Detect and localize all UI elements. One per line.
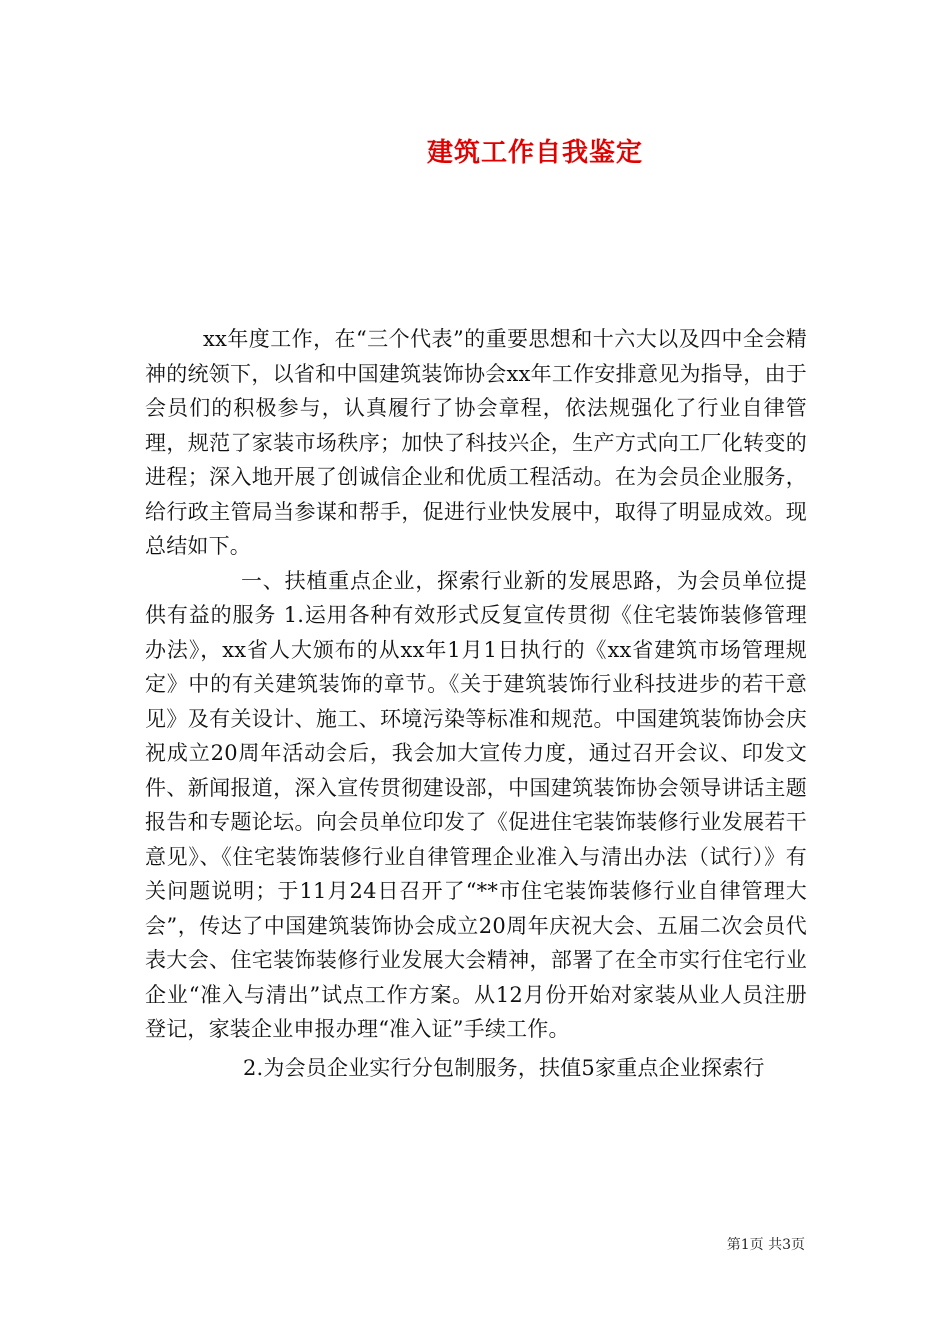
page-number: 第1页 共3页 [726, 1237, 805, 1253]
document-title: 建筑工作自我鉴定 [426, 138, 643, 168]
paragraph-item-two: 2.为会员企业实行分包制服务，扶值5家重点企业探索行 [243, 1055, 765, 1080]
paragraph-section-one: 一、扶植重点企业，探索行业新的发展思路，为会员单位提供有益的服务 1.运用各种有效形式反复宣传贯彻《住宅装饰装修管理办法》，xx省人大颁布的从xx年1月1日执行的《xx省建筑市场管理规定》中的有关建筑装饰的章节。《关于建筑装饰行业科技进步的若干意见》及有关设计、施工、环境污染等标准和规范。中国建筑装饰协会庆祝成立20周年活动会后，我会加大宣传力度，通过召开会议、印发文件、新闻报道，深入宣传贯彻建设部，中国建筑装饰协会领导讲话主题报告和专题论坛。向会员单位印发了《促进住宅装饰装修行业发展若干意见》、《住宅装饰装修行业自律管理企业准入与清出办法（试行）》有关问题说明；于11月24日召开了“**市住宅装饰装修行业自律管理大会”，传达了中国建筑装饰协会成立20周年庆祝大会、五届二次会员代表大会、住宅装饰装修行业发展大会精神，部署了在全市实行住宅行业企业“准入与清出”试点工作方案。从12月份开始对家装从业人员注册登记，家装企业申报办理“准入证”手续工作。 [145, 568, 807, 1041]
document-body [145, 322, 807, 1085]
paragraph-intro: xx年度工作，在“三个代表”的重要思想和十六大以及四中全会精神的统领下，以省和中国建筑装饰协会xx年工作安排意见为指导，由于会员们的积极参与，认真履行了协会章程，依法规强化了行业自律管理，规范了家装市场秩序；加快了科技兴企，生产方式向工厂化转变的进程；深入地开展了创诚信企业和优质工程活动。在为会员企业服务，给行政主管局当参谋和帮手，促进行业快发展中，取得了明显成效。现总结如下。 [145, 327, 807, 558]
